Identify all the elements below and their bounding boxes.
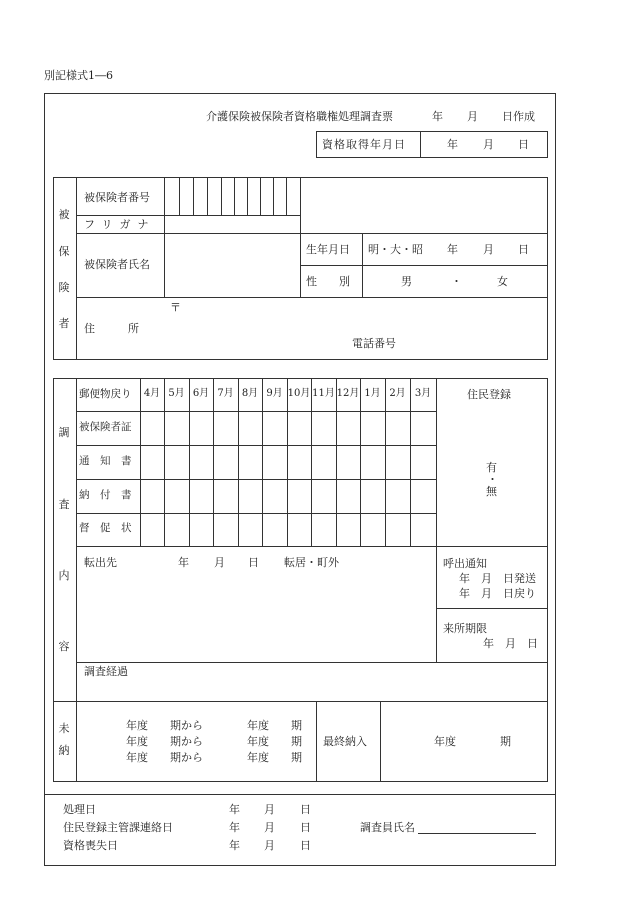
processing-year: 年 xyxy=(229,803,240,816)
survey-side-3: 内 xyxy=(58,569,70,582)
summons-sent: 年 月 日発送 xyxy=(459,572,536,585)
created-day-label: 日作成 xyxy=(502,110,535,123)
processing-date-label: 処理日 xyxy=(63,803,96,816)
furigana-label: フリガナ xyxy=(84,218,156,231)
progress-label: 調査経過 xyxy=(84,665,128,678)
insured-side-3: 険 xyxy=(58,281,70,294)
contact-month: 月 xyxy=(264,821,275,834)
row-reminder: 督 促 状 xyxy=(79,522,132,534)
residence-no: 無 xyxy=(486,485,497,498)
postal-mark: 〒 xyxy=(170,301,181,314)
summons-label: 呼出通知 xyxy=(443,557,487,570)
survey-side-2: 査 xyxy=(58,498,70,511)
month-2: 2月 xyxy=(389,388,406,399)
residence-label: 住民登録 xyxy=(467,388,511,401)
created-year-label: 年 xyxy=(432,110,443,123)
month-5: 5月 xyxy=(168,388,185,399)
row-insurance-card: 被保険者証 xyxy=(79,421,132,433)
form-title: 介護保険被保険者資格職権処理調査票 xyxy=(206,110,393,123)
form-id: 別記様式1―6 xyxy=(44,69,113,82)
contact-year: 年 xyxy=(229,821,240,834)
birth-day: 日 xyxy=(518,243,529,256)
moved-month: 月 xyxy=(214,556,225,569)
month-3: 3月 xyxy=(414,388,432,399)
loss-month: 月 xyxy=(264,839,275,852)
month-9: 9月 xyxy=(266,388,283,399)
created-month-label: 月 xyxy=(467,110,478,123)
insured-number-label: 被保険者番号 xyxy=(84,191,150,204)
month-7: 7月 xyxy=(217,388,234,399)
contact-day: 日 xyxy=(300,821,311,834)
month-1: 1月 xyxy=(364,388,381,399)
address-label: 住 所 xyxy=(84,322,139,335)
moved-type: 転居・町外 xyxy=(284,556,339,569)
row-notice: 通 知 書 xyxy=(79,455,132,467)
acq-day: 日 xyxy=(518,138,529,151)
acq-month: 月 xyxy=(483,138,494,151)
sex-dot: ・ xyxy=(451,275,462,288)
insured-side-2: 保 xyxy=(58,245,70,258)
surveyor-label: 調査員氏名 xyxy=(360,821,415,834)
acquisition-date-label: 資格取得年月日 xyxy=(322,138,406,151)
unpaid-side-1: 未 xyxy=(58,722,70,735)
unpaid-line-3: 年度 期から 年度 期 xyxy=(126,751,302,764)
insured-side-4: 者 xyxy=(58,317,70,330)
loss-day: 日 xyxy=(300,839,311,852)
surveyor-signature-line xyxy=(418,833,536,834)
survey-side-4: 容 xyxy=(58,640,70,653)
month-12: 12月 xyxy=(336,388,360,399)
deadline-date: 年 月 日 xyxy=(483,637,538,650)
unpaid-line-1: 年度 期から 年度 期 xyxy=(126,719,302,732)
month-10: 10月 xyxy=(287,388,311,399)
month-4: 4月 xyxy=(143,388,161,399)
birth-month: 月 xyxy=(483,243,494,256)
birthdate-label: 生年月日 xyxy=(306,243,350,256)
month-6: 6月 xyxy=(192,388,210,399)
loss-date-label: 資格喪失日 xyxy=(63,839,118,852)
residence-yes: 有 xyxy=(486,461,497,474)
last-payment-label: 最終納入 xyxy=(323,735,367,748)
unpaid-side-2: 納 xyxy=(58,744,70,757)
insured-side-1: 被 xyxy=(58,208,70,221)
processing-day: 日 xyxy=(300,803,311,816)
contact-date-label: 住民登録主管課連絡日 xyxy=(63,821,173,834)
sex-label: 性 別 xyxy=(306,275,350,288)
deadline-label: 来所期限 xyxy=(443,622,487,635)
loss-year: 年 xyxy=(229,839,240,852)
moved-day: 日 xyxy=(248,556,259,569)
acq-year: 年 xyxy=(447,138,458,151)
month-11: 11月 xyxy=(312,388,335,399)
summons-returned: 年 月 日戻り xyxy=(459,587,536,600)
moved-year: 年 xyxy=(178,556,189,569)
last-payment-value: 年度 期 xyxy=(434,735,511,748)
row-returned-mail: 郵便物戻り xyxy=(79,388,132,400)
phone-label: 電話番号 xyxy=(352,337,396,350)
insured-name-label: 被保険者氏名 xyxy=(84,258,150,271)
processing-month: 月 xyxy=(264,803,275,816)
moved-to-label: 転出先 xyxy=(84,556,117,569)
unpaid-line-2: 年度 期から 年度 期 xyxy=(126,735,302,748)
residence-dot: ・ xyxy=(487,473,498,486)
birth-year: 年 xyxy=(447,243,458,256)
month-8: 8月 xyxy=(241,388,259,399)
survey-side-1: 調 xyxy=(58,426,70,439)
sex-male: 男 xyxy=(401,275,412,288)
era-label: 明・大・昭 xyxy=(368,243,423,256)
row-payment-slip: 納 付 書 xyxy=(79,489,132,501)
sex-female: 女 xyxy=(497,275,508,288)
